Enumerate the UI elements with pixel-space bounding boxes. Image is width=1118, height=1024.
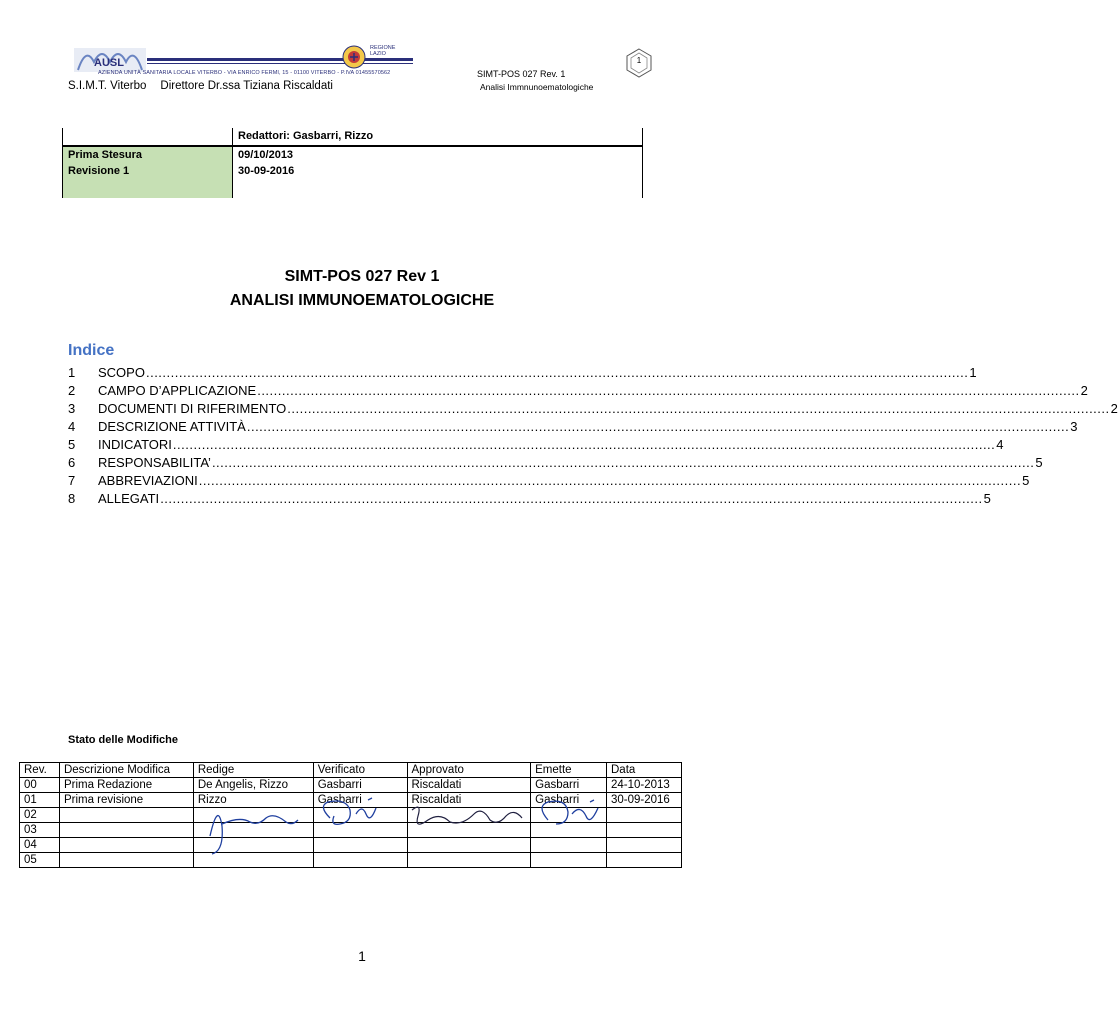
toc-leader-dots: ........................................................................................................................................................................................................: [287, 401, 1110, 416]
toc-item[interactable]: [68, 400, 1118, 418]
toc-item-title: DESCRIZIONE ATTIVITÀ: [98, 419, 246, 434]
info-value: 09/10/2013: [238, 149, 294, 161]
info-label: Revisione 1: [68, 165, 130, 177]
toc-item-number: 6: [68, 455, 76, 470]
table-cell: 01: [20, 793, 60, 808]
table-cell: 05: [20, 853, 60, 868]
toc-item[interactable]: [68, 364, 977, 382]
table-cell: Prima Redazione: [59, 778, 193, 793]
header-badge: [626, 48, 652, 83]
ausl-address: AZIENDA UNITÀ SANITARIA LOCALE VITERBO - VIA ENRICO FERMI, 15 - 01100 VITERBO - P.IVA 01455570562: [98, 70, 391, 76]
toc-item[interactable]: [68, 454, 1043, 472]
redattori: Redattori: Gasbarri, Rizzo: [238, 130, 374, 142]
toc-item[interactable]: [68, 472, 1030, 490]
regione-lazio-icon: [342, 44, 366, 70]
table-cell: 00: [20, 778, 60, 793]
regione-label: REGIONE LAZIO: [370, 45, 396, 57]
toc-leader-dots: ........................................................................................................................................................................................................: [211, 455, 1035, 470]
toc-item-page: 3: [1070, 419, 1078, 434]
director-name: Direttore Dr.ssa Tiziana Riscaldati: [160, 80, 333, 92]
badge-number: 1: [636, 56, 642, 65]
table-cell: [59, 808, 193, 823]
doc-title: ANALISI IMMUNOEMATOLOGICHE: [229, 292, 495, 309]
info-table: [62, 128, 643, 198]
doc-subject: Analisi Immnunoematologiche: [480, 82, 594, 92]
logo-rule: [147, 58, 413, 61]
toc-item-title: RESPONSABILITA’: [98, 455, 211, 470]
column-header: Approvato: [407, 763, 531, 778]
toc-item-number: 3: [68, 401, 76, 416]
table-cell: 04: [20, 838, 60, 853]
toc-item[interactable]: [68, 418, 1078, 436]
toc-item-number: 4: [68, 419, 76, 434]
column-header: Data: [607, 763, 682, 778]
table-cell: [59, 838, 193, 853]
toc-item[interactable]: [68, 436, 1004, 454]
toc-item-title: SCOPO: [98, 365, 145, 380]
toc-item-page: 5: [983, 491, 991, 506]
toc-item-page: 2: [1110, 401, 1118, 416]
table-cell: Gasbarri: [531, 778, 607, 793]
table-cell: Riscaldati: [407, 778, 531, 793]
table-cell: De Angelis, Rizzo: [193, 778, 313, 793]
table-cell: 24-10-2013: [607, 778, 682, 793]
table-of-contents: [68, 364, 1118, 508]
toc-leader-dots: ........................................................................................................................................................................................................: [246, 419, 1070, 434]
column-header: Verificato: [313, 763, 407, 778]
table-row: [20, 778, 682, 793]
toc-item-title: DOCUMENTI DI RIFERIMENTO: [98, 401, 287, 416]
logo-rule-thin: [147, 63, 413, 64]
column-header: Redige: [193, 763, 313, 778]
toc-heading: Indice: [68, 342, 115, 359]
signature-verificato: [323, 798, 376, 824]
doc-code: SIMT-POS 027 Rev. 1: [477, 69, 566, 79]
toc-leader-dots: ........................................................................................................................................................................................................: [198, 473, 1022, 488]
toc-item-page: 5: [1022, 473, 1030, 488]
toc-item-number: 7: [68, 473, 76, 488]
toc-item-number: 2: [68, 383, 76, 398]
toc-item-number: 8: [68, 491, 76, 506]
table-cell: Gasbarri: [313, 778, 407, 793]
table-cell: Riscaldati: [407, 793, 531, 808]
toc-item-title: INDICATORI: [98, 437, 172, 452]
header-left: [68, 80, 333, 92]
toc-item-number: 1: [68, 365, 76, 380]
table-cell: 02: [20, 808, 60, 823]
org-name: S.I.M.T. Viterbo: [68, 80, 147, 92]
table-cell: 03: [20, 823, 60, 838]
table-cell: Gasbarri: [313, 793, 407, 808]
info-label: Prima Stesura: [68, 149, 142, 161]
table-header-row: [20, 763, 682, 778]
toc-item-title: ABBREVIAZIONI: [98, 473, 198, 488]
column-header: Rev.: [20, 763, 60, 778]
page-number: 1: [358, 948, 366, 964]
signature-approvato: [412, 807, 522, 824]
table-cell: [59, 823, 193, 838]
signature-emette: [542, 800, 598, 824]
column-header: Emette: [531, 763, 607, 778]
table-cell: Rizzo: [193, 793, 313, 808]
toc-item-page: 1: [969, 365, 977, 380]
toc-leader-dots: ........................................................................................................................................................................................................: [145, 365, 969, 380]
toc-leader-dots: ........................................................................................................................................................................................................: [160, 491, 983, 506]
table-cell: Gasbarri: [531, 793, 607, 808]
table-cell: Prima revisione: [59, 793, 193, 808]
toc-item[interactable]: [68, 490, 991, 508]
toc-item-page: 4: [996, 437, 1004, 452]
toc-leader-dots: ........................................................................................................................................................................................................: [257, 383, 1080, 398]
toc-item[interactable]: [68, 382, 1088, 400]
logo-text: AUSL: [94, 57, 124, 69]
doc-title-code: SIMT-POS 027 Rev 1: [284, 268, 440, 285]
toc-item-title: ALLEGATI: [98, 491, 160, 506]
modifications-heading: Stato delle Modifiche: [68, 734, 179, 746]
info-value: 30-09-2016: [238, 165, 295, 177]
toc-leader-dots: ........................................................................................................................................................................................................: [172, 437, 996, 452]
toc-item-number: 5: [68, 437, 76, 452]
column-header: Descrizione Modifica: [59, 763, 193, 778]
toc-item-page: 5: [1035, 455, 1043, 470]
signatures: [200, 796, 660, 858]
toc-item-page: 2: [1080, 383, 1088, 398]
toc-item-title: CAMPO D’APPLICAZIONE: [98, 383, 257, 398]
signature-redige: [210, 816, 298, 854]
table-cell: [59, 853, 193, 868]
table-cell: 30-09-2016: [607, 793, 682, 808]
